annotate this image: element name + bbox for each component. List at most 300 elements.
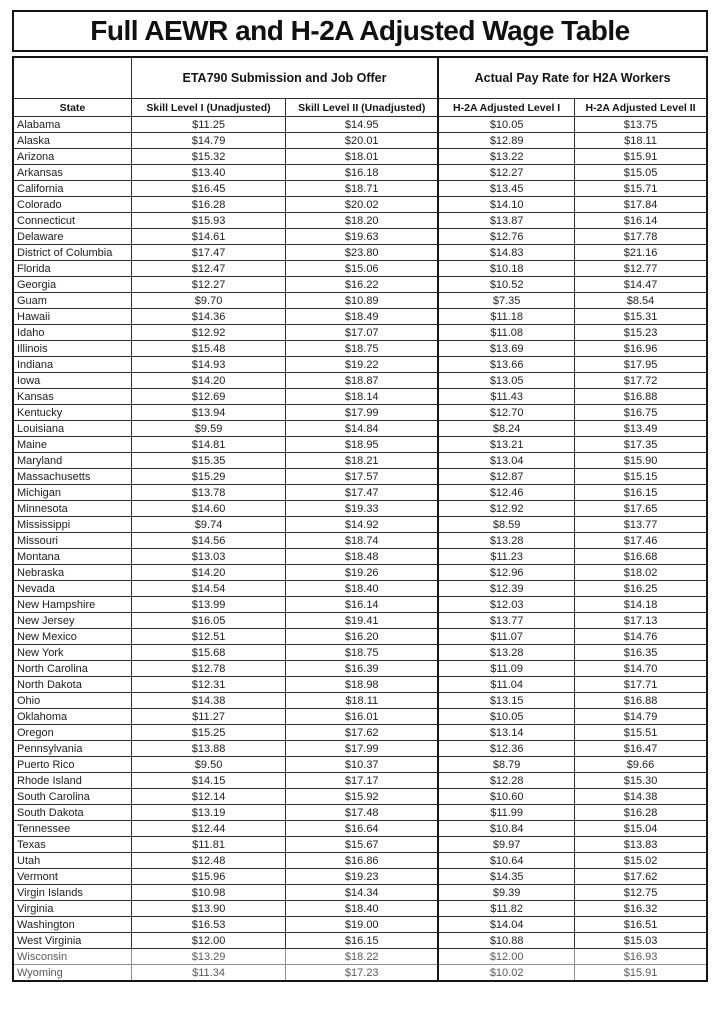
wage-cell: $12.28 (438, 773, 574, 789)
column-header-h2a-adjusted-1: H-2A Adjusted Level I (438, 99, 574, 117)
wage-cell: $15.68 (131, 645, 285, 661)
table-row (13, 501, 707, 517)
wage-cell: $23.80 (286, 245, 438, 261)
wage-cell: $14.18 (575, 597, 707, 613)
wage-cell: $18.21 (286, 453, 438, 469)
state-cell: South Dakota (13, 805, 131, 821)
state-cell: Tennessee (13, 821, 131, 837)
state-cell: Nebraska (13, 565, 131, 581)
wage-cell: $13.49 (575, 421, 707, 437)
state-cell: Arkansas (13, 165, 131, 181)
wage-cell: $13.29 (131, 949, 285, 965)
state-cell: Puerto Rico (13, 757, 131, 773)
table-row (13, 229, 707, 245)
wage-cell: $12.96 (438, 565, 574, 581)
wage-cell: $17.62 (286, 725, 438, 741)
state-cell: Virgin Islands (13, 885, 131, 901)
wage-cell: $12.47 (131, 261, 285, 277)
column-header-row (13, 99, 707, 117)
wage-cell: $16.39 (286, 661, 438, 677)
wage-cell: $16.93 (575, 949, 707, 965)
wage-cell: $13.28 (438, 645, 574, 661)
wage-cell: $9.70 (131, 293, 285, 309)
wage-cell: $15.05 (575, 165, 707, 181)
column-header-skill-level-2: Skill Level II (Unadjusted) (286, 99, 438, 117)
wage-cell: $13.88 (131, 741, 285, 757)
wage-cell: $15.06 (286, 261, 438, 277)
wage-cell: $18.71 (286, 181, 438, 197)
title-box (12, 10, 708, 52)
wage-cell: $17.99 (286, 405, 438, 421)
wage-cell: $13.45 (438, 181, 574, 197)
wage-cell: $14.79 (575, 709, 707, 725)
state-cell: Georgia (13, 277, 131, 293)
wage-cell: $18.98 (286, 677, 438, 693)
wage-cell: $10.05 (438, 709, 574, 725)
wage-cell: $17.57 (286, 469, 438, 485)
wage-cell: $10.88 (438, 933, 574, 949)
state-cell: Pennsylvania (13, 741, 131, 757)
wage-cell: $14.84 (286, 421, 438, 437)
wage-cell: $13.83 (575, 837, 707, 853)
state-cell: Nevada (13, 581, 131, 597)
wage-cell: $15.48 (131, 341, 285, 357)
wage-cell: $19.22 (286, 357, 438, 373)
wage-cell: $15.02 (575, 853, 707, 869)
wage-cell: $17.35 (575, 437, 707, 453)
state-cell: Montana (13, 549, 131, 565)
wage-cell: $14.83 (438, 245, 574, 261)
wage-cell: $12.89 (438, 133, 574, 149)
table-row (13, 597, 707, 613)
wage-cell: $10.05 (438, 117, 574, 133)
table-row (13, 149, 707, 165)
page-title: Full AEWR and H-2A Adjusted Wage Table (90, 15, 630, 46)
state-cell: Vermont (13, 869, 131, 885)
wage-cell: $16.32 (575, 901, 707, 917)
wage-cell: $16.28 (575, 805, 707, 821)
table-row (13, 181, 707, 197)
wage-cell: $12.87 (438, 469, 574, 485)
wage-cell: $16.86 (286, 853, 438, 869)
wage-cell: $15.91 (575, 965, 707, 982)
column-header-skill-level-1: Skill Level I (Unadjusted) (131, 99, 285, 117)
wage-cell: $10.18 (438, 261, 574, 277)
table-row (13, 789, 707, 805)
state-cell: New Hampshire (13, 597, 131, 613)
wage-cell: $12.14 (131, 789, 285, 805)
wage-cell: $14.54 (131, 581, 285, 597)
wage-cell: $17.48 (286, 805, 438, 821)
wage-cell: $16.15 (286, 933, 438, 949)
wage-cell: $18.48 (286, 549, 438, 565)
table-row (13, 197, 707, 213)
wage-cell: $9.59 (131, 421, 285, 437)
wage-cell: $16.64 (286, 821, 438, 837)
wage-cell: $12.77 (575, 261, 707, 277)
column-header-h2a-adjusted-2: H-2A Adjusted Level II (575, 99, 707, 117)
wage-cell: $12.27 (131, 277, 285, 293)
wage-cell: $7.35 (438, 293, 574, 309)
state-cell: Minnesota (13, 501, 131, 517)
table-row (13, 741, 707, 757)
wage-cell: $14.60 (131, 501, 285, 517)
wage-cell: $14.56 (131, 533, 285, 549)
table-row (13, 629, 707, 645)
wage-cell: $12.51 (131, 629, 285, 645)
table-row (13, 581, 707, 597)
wage-cell: $17.84 (575, 197, 707, 213)
wage-cell: $19.23 (286, 869, 438, 885)
wage-cell: $16.01 (286, 709, 438, 725)
table-row (13, 133, 707, 149)
wage-cell: $8.24 (438, 421, 574, 437)
wage-cell: $17.78 (575, 229, 707, 245)
wage-cell: $12.44 (131, 821, 285, 837)
wage-cell: $13.19 (131, 805, 285, 821)
wage-cell: $16.88 (575, 389, 707, 405)
state-cell: Indiana (13, 357, 131, 373)
wage-cell: $18.14 (286, 389, 438, 405)
state-cell: Washington (13, 917, 131, 933)
state-cell: New Jersey (13, 613, 131, 629)
wage-cell: $13.75 (575, 117, 707, 133)
wage-cell: $11.25 (131, 117, 285, 133)
table-row (13, 965, 707, 982)
wage-cell: $12.36 (438, 741, 574, 757)
table-row (13, 277, 707, 293)
table-row (13, 293, 707, 309)
table-row (13, 213, 707, 229)
wage-cell: $17.23 (286, 965, 438, 982)
wage-cell: $18.02 (575, 565, 707, 581)
wage-cell: $18.49 (286, 309, 438, 325)
wage-cell: $9.39 (438, 885, 574, 901)
table-row (13, 565, 707, 581)
wage-cell: $17.65 (575, 501, 707, 517)
wage-cell: $14.36 (131, 309, 285, 325)
wage-cell: $11.34 (131, 965, 285, 982)
table-row (13, 453, 707, 469)
wage-cell: $19.33 (286, 501, 438, 517)
wage-cell: $18.75 (286, 341, 438, 357)
state-cell: Illinois (13, 341, 131, 357)
state-cell: Wisconsin (13, 949, 131, 965)
table-row (13, 437, 707, 453)
table-row (13, 901, 707, 917)
state-cell: West Virginia (13, 933, 131, 949)
state-cell: Delaware (13, 229, 131, 245)
wage-cell: $15.04 (575, 821, 707, 837)
table-row (13, 821, 707, 837)
wage-cell: $12.31 (131, 677, 285, 693)
wage-cell: $15.51 (575, 725, 707, 741)
table-row (13, 373, 707, 389)
wage-cell: $16.25 (575, 581, 707, 597)
wage-cell: $16.51 (575, 917, 707, 933)
wage-cell: $11.09 (438, 661, 574, 677)
table-row (13, 357, 707, 373)
table-row (13, 917, 707, 933)
wage-cell: $12.92 (131, 325, 285, 341)
state-cell: Guam (13, 293, 131, 309)
state-cell: Iowa (13, 373, 131, 389)
wage-cell: $16.18 (286, 165, 438, 181)
wage-table (12, 56, 708, 982)
wage-cell: $18.75 (286, 645, 438, 661)
wage-cell: $14.95 (286, 117, 438, 133)
wage-cell: $18.01 (286, 149, 438, 165)
wage-cell: $14.15 (131, 773, 285, 789)
wage-cell: $11.23 (438, 549, 574, 565)
wage-cell: $18.40 (286, 901, 438, 917)
wage-cell: $15.35 (131, 453, 285, 469)
wage-cell: $10.02 (438, 965, 574, 982)
table-row (13, 421, 707, 437)
wage-cell: $15.91 (575, 149, 707, 165)
wage-cell: $11.82 (438, 901, 574, 917)
wage-cell: $14.76 (575, 629, 707, 645)
wage-cell: $14.38 (131, 693, 285, 709)
table-row (13, 805, 707, 821)
wage-cell: $19.00 (286, 917, 438, 933)
wage-cell: $10.37 (286, 757, 438, 773)
table-row (13, 885, 707, 901)
wage-cell: $15.92 (286, 789, 438, 805)
wage-cell: $15.23 (575, 325, 707, 341)
wage-cell: $18.11 (286, 693, 438, 709)
wage-cell: $19.63 (286, 229, 438, 245)
wage-cell: $16.53 (131, 917, 285, 933)
wage-cell: $17.71 (575, 677, 707, 693)
table-row (13, 325, 707, 341)
state-cell: Maine (13, 437, 131, 453)
state-cell: Massachusetts (13, 469, 131, 485)
wage-cell: $16.75 (575, 405, 707, 421)
table-row (13, 613, 707, 629)
table-row (13, 533, 707, 549)
wage-cell: $14.47 (575, 277, 707, 293)
wage-cell: $8.59 (438, 517, 574, 533)
wage-cell: $12.78 (131, 661, 285, 677)
wage-cell: $10.84 (438, 821, 574, 837)
wage-cell: $13.15 (438, 693, 574, 709)
state-cell: Oklahoma (13, 709, 131, 725)
wage-cell: $17.47 (286, 485, 438, 501)
wage-cell: $19.41 (286, 613, 438, 629)
wage-cell: $15.32 (131, 149, 285, 165)
table-row (13, 661, 707, 677)
wage-cell: $15.71 (575, 181, 707, 197)
wage-cell: $16.68 (575, 549, 707, 565)
state-cell: Arizona (13, 149, 131, 165)
wage-cell: $15.25 (131, 725, 285, 741)
state-cell: Alabama (13, 117, 131, 133)
wage-cell: $13.78 (131, 485, 285, 501)
wage-cell: $14.79 (131, 133, 285, 149)
wage-cell: $17.95 (575, 357, 707, 373)
state-cell: California (13, 181, 131, 197)
table-header (13, 57, 707, 117)
wage-cell: $16.20 (286, 629, 438, 645)
wage-cell: $11.43 (438, 389, 574, 405)
wage-cell: $12.00 (131, 933, 285, 949)
wage-cell: $12.48 (131, 853, 285, 869)
wage-cell: $17.17 (286, 773, 438, 789)
wage-cell: $20.02 (286, 197, 438, 213)
wage-cell: $15.29 (131, 469, 285, 485)
state-cell: North Carolina (13, 661, 131, 677)
wage-cell: $13.22 (438, 149, 574, 165)
wage-cell: $12.75 (575, 885, 707, 901)
wage-cell: $10.52 (438, 277, 574, 293)
wage-cell: $16.14 (286, 597, 438, 613)
state-cell: Idaho (13, 325, 131, 341)
wage-cell: $9.66 (575, 757, 707, 773)
state-cell: Hawaii (13, 309, 131, 325)
table-row (13, 933, 707, 949)
table-row (13, 725, 707, 741)
wage-cell: $13.66 (438, 357, 574, 373)
wage-cell: $13.94 (131, 405, 285, 421)
state-cell: Oregon (13, 725, 131, 741)
wage-cell: $12.27 (438, 165, 574, 181)
state-cell: Rhode Island (13, 773, 131, 789)
wage-cell: $12.76 (438, 229, 574, 245)
table-row (13, 709, 707, 725)
wage-cell: $11.04 (438, 677, 574, 693)
wage-cell: $15.67 (286, 837, 438, 853)
wage-cell: $13.05 (438, 373, 574, 389)
wage-cell: $13.04 (438, 453, 574, 469)
wage-cell: $16.05 (131, 613, 285, 629)
wage-cell: $15.90 (575, 453, 707, 469)
wage-cell: $17.62 (575, 869, 707, 885)
state-cell: Wyoming (13, 965, 131, 982)
group-header-eta790: ETA790 Submission and Job Offer (131, 57, 438, 99)
table-row (13, 677, 707, 693)
wage-cell: $8.79 (438, 757, 574, 773)
column-header-state: State (13, 99, 131, 117)
state-cell: Maryland (13, 453, 131, 469)
wage-cell: $11.81 (131, 837, 285, 853)
state-cell: Florida (13, 261, 131, 277)
wage-cell: $14.92 (286, 517, 438, 533)
wage-cell: $9.97 (438, 837, 574, 853)
table-row (13, 261, 707, 277)
wage-cell: $11.18 (438, 309, 574, 325)
state-cell: Colorado (13, 197, 131, 213)
wage-cell: $13.40 (131, 165, 285, 181)
state-cell: Ohio (13, 693, 131, 709)
wage-cell: $17.99 (286, 741, 438, 757)
wage-cell: $16.22 (286, 277, 438, 293)
wage-cell: $15.96 (131, 869, 285, 885)
wage-cell: $14.81 (131, 437, 285, 453)
wage-cell: $13.99 (131, 597, 285, 613)
wage-cell: $14.04 (438, 917, 574, 933)
wage-cell: $20.01 (286, 133, 438, 149)
table-row (13, 245, 707, 261)
table-row (13, 469, 707, 485)
wage-cell: $13.21 (438, 437, 574, 453)
wage-cell: $10.64 (438, 853, 574, 869)
state-cell: Connecticut (13, 213, 131, 229)
wage-cell: $12.70 (438, 405, 574, 421)
state-cell: North Dakota (13, 677, 131, 693)
group-header-blank (13, 57, 131, 99)
wage-cell: $9.50 (131, 757, 285, 773)
table-row (13, 485, 707, 501)
state-cell: Missouri (13, 533, 131, 549)
table-row (13, 341, 707, 357)
wage-cell: $18.40 (286, 581, 438, 597)
table-row (13, 853, 707, 869)
wage-cell: $12.69 (131, 389, 285, 405)
state-cell: Texas (13, 837, 131, 853)
table-row (13, 757, 707, 773)
wage-cell: $11.27 (131, 709, 285, 725)
wage-cell: $16.96 (575, 341, 707, 357)
wage-cell: $13.28 (438, 533, 574, 549)
wage-cell: $17.07 (286, 325, 438, 341)
wage-cell: $14.35 (438, 869, 574, 885)
wage-cell: $9.74 (131, 517, 285, 533)
wage-cell: $15.03 (575, 933, 707, 949)
state-cell: Kentucky (13, 405, 131, 421)
wage-cell: $16.88 (575, 693, 707, 709)
wage-cell: $12.00 (438, 949, 574, 965)
wage-cell: $17.47 (131, 245, 285, 261)
wage-cell: $16.15 (575, 485, 707, 501)
wage-cell: $12.92 (438, 501, 574, 517)
table-row (13, 837, 707, 853)
wage-cell: $15.31 (575, 309, 707, 325)
wage-cell: $11.99 (438, 805, 574, 821)
state-cell: Alaska (13, 133, 131, 149)
wage-cell: $18.74 (286, 533, 438, 549)
wage-cell: $18.95 (286, 437, 438, 453)
state-cell: Kansas (13, 389, 131, 405)
state-cell: Virginia (13, 901, 131, 917)
wage-cell: $12.39 (438, 581, 574, 597)
wage-cell: $16.14 (575, 213, 707, 229)
state-cell: Louisiana (13, 421, 131, 437)
wage-cell: $16.35 (575, 645, 707, 661)
table-row (13, 405, 707, 421)
wage-cell: $13.90 (131, 901, 285, 917)
wage-cell: $17.13 (575, 613, 707, 629)
group-header-actual-pay: Actual Pay Rate for H2A Workers (438, 57, 707, 99)
wage-cell: $18.11 (575, 133, 707, 149)
wage-cell: $14.61 (131, 229, 285, 245)
wage-cell: $16.47 (575, 741, 707, 757)
wage-cell: $11.07 (438, 629, 574, 645)
table-row (13, 949, 707, 965)
wage-cell: $16.28 (131, 197, 285, 213)
state-cell: South Carolina (13, 789, 131, 805)
wage-cell: $18.20 (286, 213, 438, 229)
wage-cell: $13.03 (131, 549, 285, 565)
wage-cell: $14.38 (575, 789, 707, 805)
wage-cell: $10.98 (131, 885, 285, 901)
wage-cell: $11.08 (438, 325, 574, 341)
table-row (13, 309, 707, 325)
wage-cell: $14.70 (575, 661, 707, 677)
table-row (13, 517, 707, 533)
wage-cell: $18.87 (286, 373, 438, 389)
table-row (13, 773, 707, 789)
